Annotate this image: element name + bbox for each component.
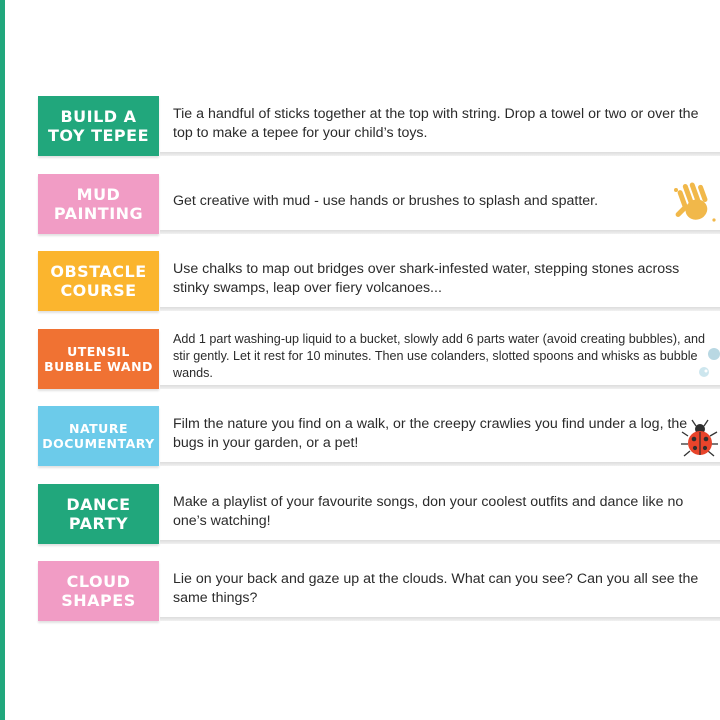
ladybug-icon	[680, 418, 720, 460]
activity-row-nature-documentary	[38, 406, 720, 466]
activity-description: Make a playlist of your favourite songs, don your coolest outfits and dance like no one’s watching!	[173, 493, 684, 529]
activity-tag	[38, 561, 159, 621]
activity-title-line: MUD	[76, 184, 121, 204]
activity-description: Film the nature you find on a walk, or the creepy crawlies you find under a log, the bugs in your garden, or a pet!	[173, 416, 688, 451]
activity-title-line: DOCUMENTARY	[42, 436, 155, 451]
activity-description: Add 1 part washing-up liquid to a bucket, slowly add 6 parts water (avoid creating bubbles), and stir gently. Let it rest for 10 minutes. Then use colanders, slotted spoons and whisks as bubble wands.	[173, 332, 706, 380]
activity-title-line: BUBBLE WAND	[44, 358, 153, 374]
activity-title-line: BUILD A	[60, 107, 137, 126]
activity-tag	[38, 96, 159, 156]
activity-description-box	[159, 406, 720, 466]
activity-title-line: PARTY	[68, 513, 129, 533]
activity-row-cloud-shapes	[38, 561, 720, 621]
activity-tag	[38, 329, 159, 389]
activity-description-box	[159, 96, 720, 156]
activity-title-line: COURSE	[60, 281, 137, 300]
activity-description: Use chalks to map out bridges over shark-infested water, stepping stones across stinky swamps, leap over fiery volcanoes...	[173, 261, 680, 296]
activity-title-line: OBSTACLE	[50, 262, 147, 281]
activity-description: Get creative with mud - use hands or brushes to splash and spatter.	[173, 193, 599, 209]
activity-title-line: PAINTING	[53, 203, 144, 223]
activity-description-box	[159, 329, 720, 389]
activity-row-mud-painting	[38, 174, 720, 234]
left-accent-bar	[0, 0, 5, 720]
activity-tag	[38, 484, 159, 544]
activity-description-box	[159, 484, 720, 544]
activity-title-line: NATURE	[68, 421, 128, 436]
activity-row-utensil-bubble-wand	[38, 329, 720, 389]
activity-list	[38, 96, 720, 639]
activity-title-line: SHAPES	[61, 591, 136, 610]
activity-title-line: TOY TEPEE	[47, 126, 150, 145]
activity-tag	[38, 174, 159, 234]
handprint-icon	[668, 180, 720, 226]
activity-title-line: CLOUD	[66, 572, 131, 591]
activity-title-line: UTENSIL	[67, 343, 130, 359]
activity-tag	[38, 406, 159, 466]
activity-title-line: DANCE	[66, 494, 131, 514]
activity-row-obstacle-course	[38, 251, 720, 311]
bubbles-icon	[694, 344, 720, 384]
activity-description-box	[159, 251, 720, 311]
activity-description: Tie a handful of sticks together at the top with string. Drop a towel or two or over the top to make a tepee for your child’s toys.	[173, 106, 699, 141]
activity-tag	[38, 251, 159, 311]
activity-row-build-a-toy-tepee	[38, 96, 720, 156]
activity-description-box	[159, 561, 720, 621]
activity-description-box	[159, 174, 720, 234]
activity-description: Lie on your back and gaze up at the clouds. What can you see? Can you all see the same things?	[173, 571, 699, 606]
activity-row-dance-party	[38, 484, 720, 544]
